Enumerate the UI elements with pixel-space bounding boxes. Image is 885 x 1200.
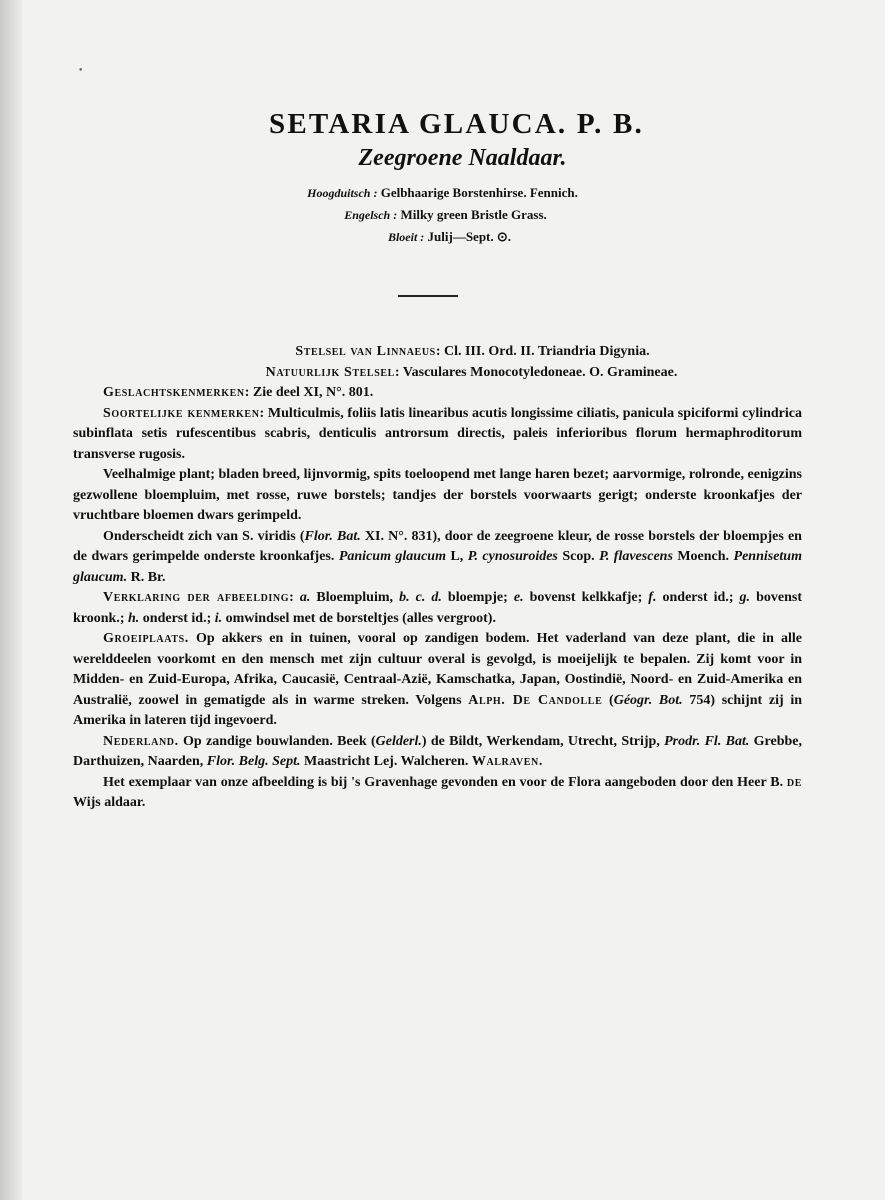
flowering-period: Julij—Sept. ⊙. (424, 229, 512, 244)
text-run: Op akkers en in tuinen, vooral op zandigen bodem. Het vaderland van deze plant, die in alle werelddeelen voorkomt en den mensch met zijn cultuur overal is gevolgd, is moeijelijk te bepalen. Zij komt voor in Midden- en Zuid-Europa, Afrika, Caucasië, Centraal-Azië, Kamschatka, Japan, Oostindië, Noord- en Zuid-Amerika en Australië, zoowel in gematigde als in warme streken. Volgens (73, 631, 802, 708)
italic-ref: a. (299, 590, 311, 605)
text-run: ( (602, 692, 614, 708)
italic-ref: h. (127, 610, 140, 626)
page-title: SETARIA GLAUCA. P. B. (269, 108, 644, 140)
natural-system-text: : Vasculares Monocotyledoneae. O. Gramineae. (394, 364, 678, 380)
italic-ref: Prodr. Fl. Bat. (664, 733, 750, 749)
italic-ref: f. (648, 590, 657, 605)
text-run: Op zandige bouwlanden. Beek ( (178, 733, 376, 749)
flowering-label: Bloeit : (387, 230, 425, 244)
text-run: omwindsel met de borsteltjes (alles vergroot). (222, 610, 496, 626)
author-name: Alph. De Candolle (468, 692, 603, 708)
italic-ref: b. c. d. (399, 590, 442, 605)
text-run: onderst id.; (139, 610, 215, 626)
text-run: onderst id.; (656, 590, 740, 605)
english-name: Milky green Bristle Grass. (397, 207, 547, 222)
italic-ref: Panicum glaucum (338, 549, 446, 564)
text-run: Wijs aldaar. (73, 795, 146, 810)
german-name: Gelbhaarige Borstenhirse. Fennich. (377, 185, 578, 200)
natural-system-label: Natuurlijk Stelsel (265, 364, 395, 380)
linnaeus-label: Stelsel van Linnaeus (295, 344, 436, 359)
flowering-line (0, 226, 885, 248)
text-run: 754) schijnt zij in Amerika in lateren tijd ingevoerd. (73, 692, 802, 728)
name-particle: de (786, 774, 802, 790)
genus-label: Geslachtskenmerken (103, 385, 245, 400)
text-run: Grebbe, Darthuizen, Naarden, (73, 733, 802, 769)
description-body (73, 342, 802, 814)
german-label: Hoogduitsch : (307, 186, 378, 200)
section-divider (398, 295, 458, 297)
italic-ref: Pennisetum glaucum. (73, 549, 802, 585)
author-name: Walraven. (471, 754, 543, 769)
figure-explanation-label: Verklaring der afbeelding (103, 590, 290, 605)
text-run: Bloempluim, (310, 590, 400, 605)
ink-speck: • (78, 66, 84, 76)
italic-ref: i. (214, 610, 223, 626)
plant-description: Veelhalmige plant; bladen breed, lijnvormig, spits toeloopend met lange haren bezet; aarvormige, rolronde, eenigzins gezwollene bloempluim, met rosse, ruwe borstels; tandjes der borstels voorwaarts gerigt; onderste kroonkafjes der vruchtbare bloemen dwars gerimpeld. (73, 467, 802, 523)
italic-ref: Géogr. Bot. (613, 692, 683, 708)
habitat-label: Groeiplaats. (103, 631, 189, 646)
natural-system (73, 363, 802, 384)
page-subtitle: Zeegroene Naaldaar. (358, 145, 567, 171)
german-name-line (0, 182, 885, 204)
italic-ref: Flor. Bat. (304, 528, 361, 544)
english-name-line (0, 204, 885, 226)
genus-text: : Zie deel XI, N°. 801. (244, 385, 374, 400)
italic-ref: Gelderl. (375, 733, 422, 749)
linnaeus-text: : Cl. III. Ord. II. Triandria Digynia. (435, 344, 650, 359)
english-label: Engelsch : (344, 208, 398, 222)
text-run: : (289, 590, 300, 605)
text-run: R. Br. (127, 569, 166, 585)
page-header (0, 108, 885, 248)
netherlands-label: Nederland. (103, 733, 179, 749)
text-run: bovenst kroonk.; (73, 590, 802, 626)
distinction-paragraph (73, 527, 802, 589)
text-run: bloempje; (441, 590, 514, 605)
text-run: Het exemplaar van onze afbeelding is bij 's Gravenhage gevonden en voor de Flora aangeboden door den Heer B. (103, 774, 787, 790)
text-run: Onderscheidt zich van S. viridis ( (103, 528, 305, 544)
linnaeus-system (73, 342, 802, 363)
text-run: Scop. (557, 549, 600, 564)
italic-ref: Flor. Belg. Sept. (206, 754, 301, 769)
text-run: Maastricht Lej. Walcheren. (300, 754, 472, 769)
species-characters (73, 404, 802, 466)
habitat-paragraph (73, 629, 802, 732)
text-run: Moench. (672, 549, 734, 564)
text-run: bovenst kelkkafje; (523, 590, 649, 605)
species-text: : Multiculmis, foliis latis linearibus acutis longissime ciliatis, panicula spiciformi cylindrica subinflata setis rufescentibus scabris, denticulis antrorsum directis, paleis inferioribus florum hermaphroditorum transverse rugosis. (73, 405, 802, 462)
figure-explanation (73, 588, 802, 629)
italic-ref: g. (739, 590, 751, 605)
text-run: L, (445, 549, 468, 564)
italic-ref: P. flavescens (599, 549, 673, 564)
italic-ref: e. (513, 590, 524, 605)
netherlands-paragraph (73, 732, 802, 773)
text-run: ) de Bildt, Werkendam, Utrecht, Strijp, (421, 733, 665, 749)
italic-ref: P. cynosuroides (467, 549, 558, 564)
species-label: Soortelijke kenmerken (103, 405, 260, 421)
text-run: XI. N°. 831), door de zeegroene kleur, de rosse borstels der bloempjes en de dwars gerimpelde onderste kroonkafjes. (73, 528, 802, 564)
genus-characters (73, 383, 802, 404)
specimen-paragraph (73, 773, 802, 814)
